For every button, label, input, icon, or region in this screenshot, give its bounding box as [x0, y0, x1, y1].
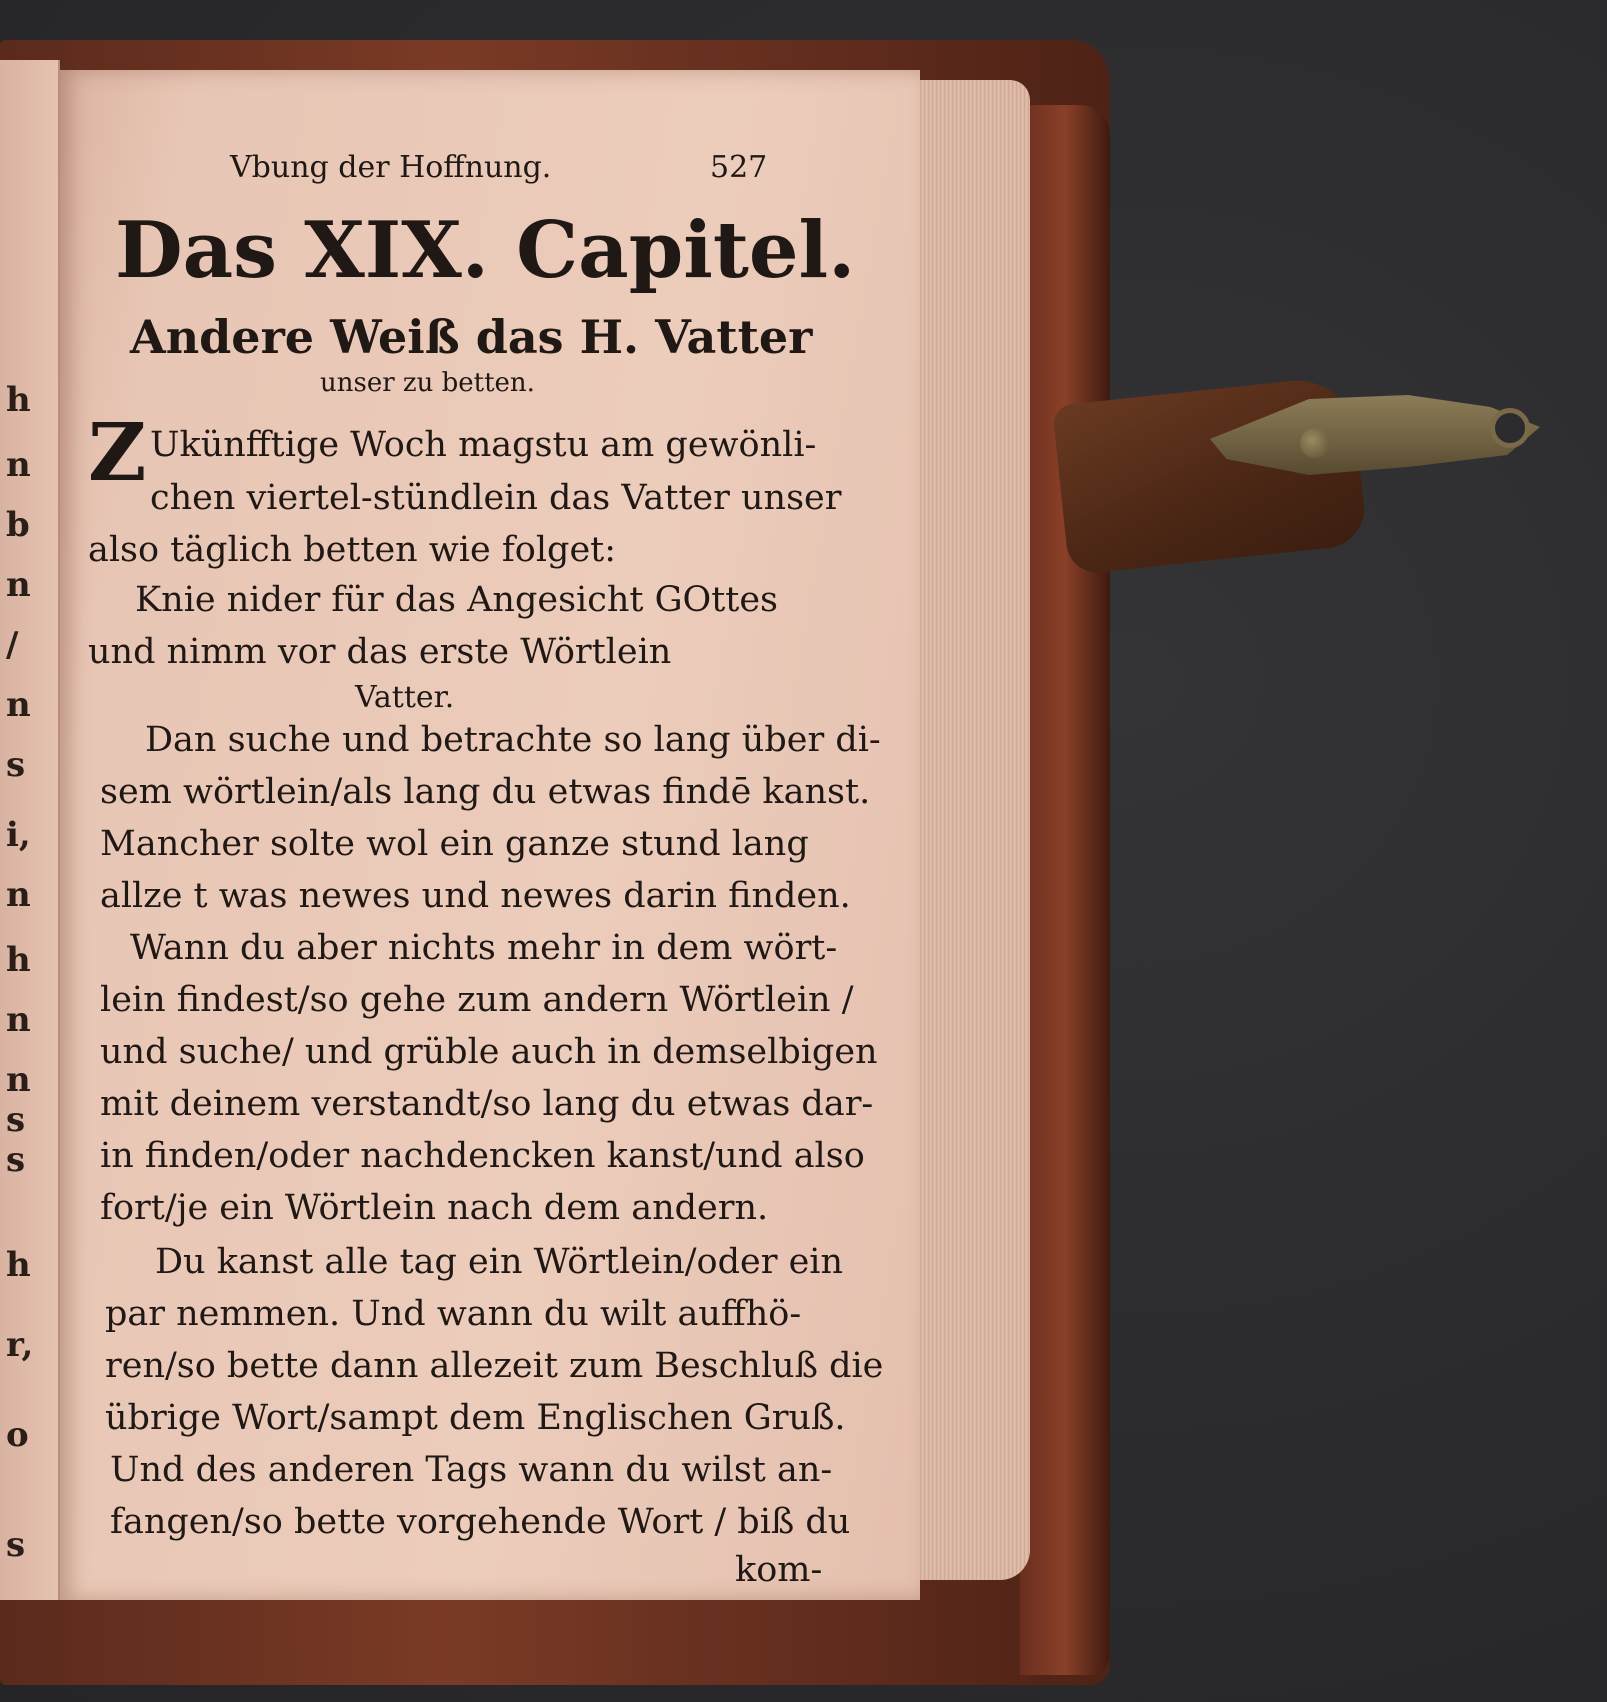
text-line: fangen/so bette vorgehende Wort / biß du — [110, 1502, 851, 1542]
left-page-fragment: n — [6, 565, 31, 605]
left-page-fragment: h — [6, 1245, 31, 1285]
left-page-fragment: s — [6, 745, 26, 785]
left-page-fragment: / — [6, 625, 19, 665]
left-page-fragment: o — [6, 1415, 29, 1455]
text-line: fort/je ein Wörtlein nach dem andern. — [100, 1188, 769, 1228]
left-page-fragment: h — [6, 380, 31, 420]
left-page-fragment: n — [6, 445, 31, 485]
text-line: in finden/oder nachdencken kanst/und also — [100, 1136, 865, 1176]
page-number: 527 — [710, 150, 768, 185]
left-page-fragment: s — [6, 1100, 26, 1140]
catchword: kom- — [735, 1550, 823, 1590]
chapter-subtitle: Andere Weiß das H. Vatter — [130, 310, 813, 364]
left-page-fragment: s — [6, 1140, 26, 1180]
text-line: par nemmen. Und wann du wilt auffhö- — [105, 1294, 802, 1334]
left-page-fragment: n — [6, 1060, 31, 1100]
left-page-fragment: i, — [6, 815, 31, 855]
text-line: chen viertel-stündlein das Vatter unser — [150, 478, 842, 518]
left-page-fragment: h — [6, 940, 31, 980]
text-line: Ukünfftige Woch magstu am gewönli- — [150, 425, 817, 465]
text-line: Du kanst alle tag ein Wörtlein/oder ein — [155, 1242, 844, 1282]
text-line: sem wörtlein/als lang du etwas findē kanst. — [100, 772, 871, 812]
text-line: Wann du aber nichts mehr in dem wört- — [130, 928, 838, 968]
text-line: Vatter. — [355, 680, 455, 715]
page-block-edges — [905, 80, 1030, 1580]
chapter-subtitle-continued: unser zu betten. — [320, 368, 535, 398]
text-line: ren/so bette dann allezeit zum Beschluß die — [105, 1346, 884, 1386]
left-page-fragment: n — [6, 875, 31, 915]
text-line: mit deinem verstandt/so lang du etwas dar- — [100, 1084, 874, 1124]
text-line: lein findest/so gehe zum andern Wörtlein / — [100, 980, 854, 1020]
text-line: allze t was newes und newes darin finden. — [100, 876, 851, 916]
text-line: und suche/ und grüble auch in demselbigen — [100, 1032, 878, 1072]
text-line: Mancher solte wol ein ganze stund lang — [100, 824, 809, 864]
left-page-fragment: n — [6, 685, 31, 725]
chapter-title: Das XIX. Capitel. — [115, 205, 856, 296]
left-page-fragment: r, — [6, 1325, 34, 1365]
book-cover-edge — [1020, 105, 1110, 1675]
clasp-rivet — [1300, 428, 1330, 458]
left-page-fragment: b — [6, 505, 30, 545]
left-page-fragment: s — [6, 1525, 26, 1565]
clasp-hole — [1490, 408, 1530, 448]
left-page — [0, 60, 60, 1600]
text-line: und nimm vor das erste Wörtlein — [88, 632, 672, 672]
text-line: Und des anderen Tags wann du wilst an- — [110, 1450, 833, 1490]
text-line: Knie nider für das Angesicht GOttes — [135, 580, 779, 620]
text-line: also täglich betten wie folget: — [88, 530, 617, 570]
text-line: übrige Wort/sampt dem Englischen Gruß. — [105, 1398, 846, 1438]
left-page-fragment: n — [6, 1000, 31, 1040]
running-head: Vbung der Hoffnung. — [230, 150, 552, 185]
text-line: Dan suche und betrachte so lang über di- — [145, 720, 881, 760]
drop-cap: Z — [88, 405, 147, 499]
